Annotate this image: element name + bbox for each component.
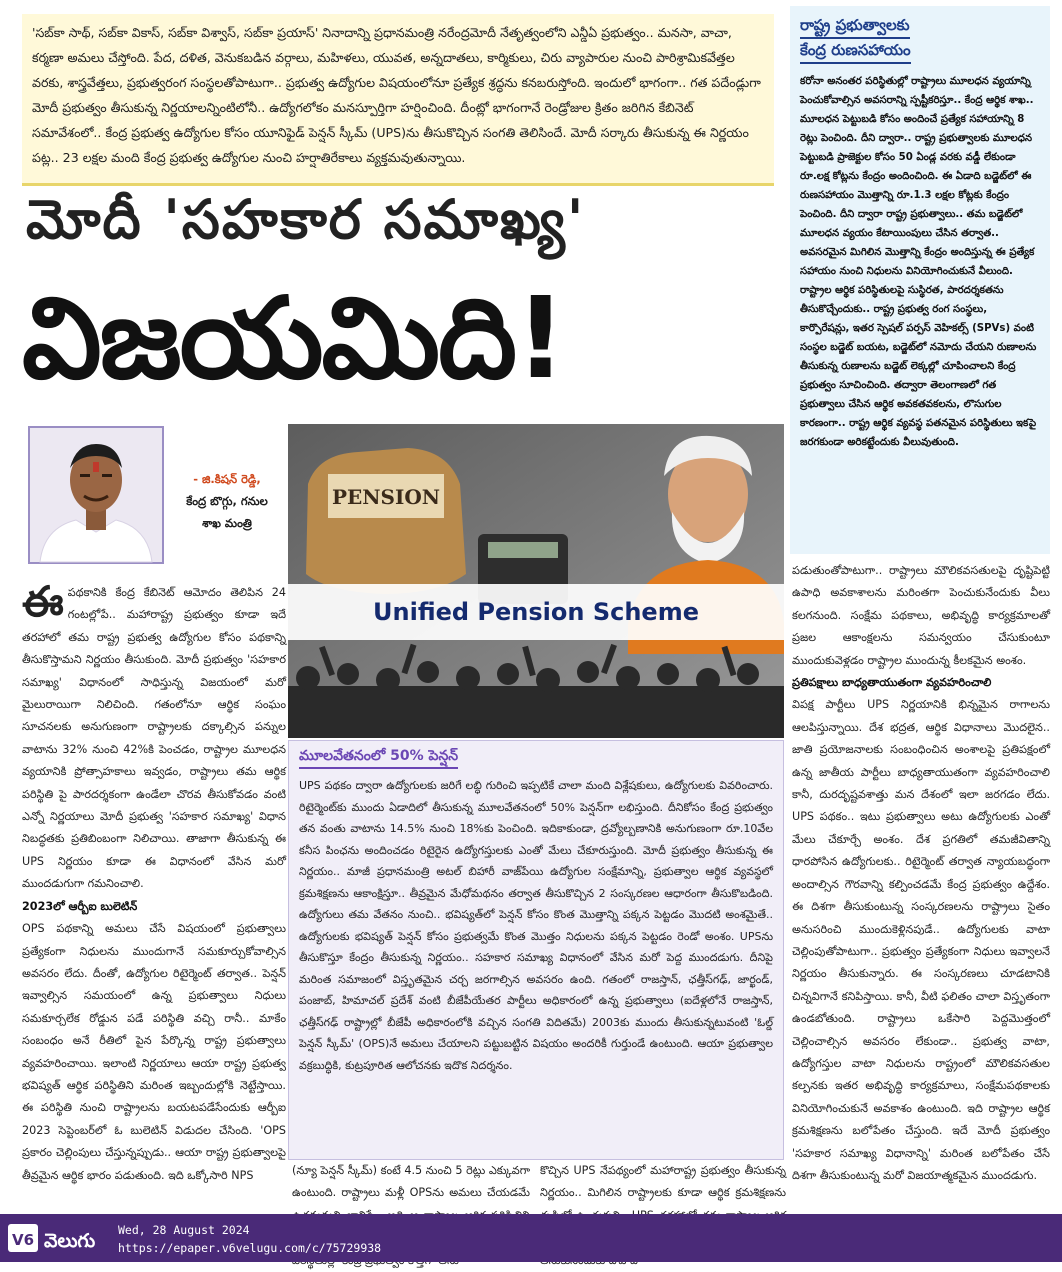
publication-date: Wed, 28 August 2024 [118, 1223, 250, 1237]
col1-paragraph-1: పథకానికి కేంద్ర కేబినెట్ ఆమోదం తెలిపిన 24 గంటల్లోపే.. మహారాష్ట్ర ప్రభుత్వం కూడా ఇదే తరహాలో తమ రాష్ట్ర ప్రభుత్వ ఉద్యోగుల కోసం పథకాన్ని తీసుకొస్తామని నిర్ణయం తీసుకుంది. మోదీ ప్రభుత్వం 'సహకార సమాఖ్య' విధానంలో సాధిస్తున్న విజయంలో మరో మైలురాయిగా నిలిచింది. గతంలోనూ ఆర్థిక సంఘం సూచనలకు అనుగుణంగా రాష్ట్రాలకు దక్కాల్సిన పన్నుల వాటాను 32% నుంచి 42%కి పెంచడం, రాష్ట్రాల మూలధన వ్యయానికి ప్రోత్సాహకాలు ఇవ్వడం, రాష్ట్రాలు తమ ఆర్థిక పరిస్థితి పై పారదర్శకంగా ఉండేలా చొరవ తీసుకోవడం వంటి ఎన్నో నిర్ణయాలు మోదీ ప్రభుత్వ 'సహకార సమాఖ్య' విధాన నిబద్ధతకు ప్రతిబింబంగా నిలిచాయి. తాజాగా తీసుకున్న ఈ UPS నిర్ణయం కూడా ఈ విధానంలో వేసిన మరో ముందడుగుగా గమనించాలి. [22, 586, 286, 891]
logo-velugu-text: వెలుగు [44, 1230, 96, 1252]
author-designation-line2: శాఖ మంత్రి [202, 516, 252, 530]
headline-line2: విజయమిది! [22, 274, 565, 404]
intro-summary [22, 14, 774, 186]
article-column-2a: (న్యూ పెన్షన్ స్కీమ్) కంటే 4.5 నుంచి 5 రెట్లు ఎక్కువగా ఉంటుంది. రాష్ట్రాలు మళ్లీ OPSను అమలు చేయడమే [292, 1164, 530, 1200]
sidebar-states-loan-assistance [790, 6, 1050, 554]
box-50-percent-pension [288, 740, 784, 1160]
box-heading-text: మూలవేతనంలో 50% పెన్షన్ [299, 745, 458, 769]
v6-velugu-logo[interactable] [6, 1218, 118, 1258]
intro-text: 'సబ్‌కా సాథ్‌, సబ్‌కా వికాస్‌, సబ్‌కా విశ్వాస్‌, సబ్‌కా ప్రయాస్‌' నినాదాన్ని ప్రధానమంత్రి నరేంద్రమోదీ నేతృత్వంలోని ఎన్డీఏ ప్రభుత్వం.. మనసా, వాచా, కర్మణా అమలు చేస్తోంది. పేద, దళిత, వెనుకబడిన వర్గాలు, మహిళలు, యువత, అన్నదాతలు, కార్మికులు, చిరు వ్యాపారుల నుంచి పారిశ్రామికవేత్తల వరకు, శాస్త్రవేత్తలు, ప్రభుత్వరంగ సంస్థలతోపాటుగా.. ప్రభుత్వ ఉద్యోగుల విషయంలోనూ ప్రత్యేక శ్రద్ధను కనబరుస్తోంది. ఇందులో భాగంగా.. గత పదేండ్లుగా మోదీ ప్రభుత్వం తీసుకున్న నిర్ణయాలన్నింటిలోనీ.. ఉద్యోగలోకం మనస్పూర్తిగా హర్షించింది. దీంట్లో భాగంగానే రెండ్రోజుల క్రితం జరిగిన కేబినెట్ సమావేశంలో.. కేంద్ర ప్రభుత్వ ఉద్యోగుల కోసం యూనిఫైడ్ పెన్షన్ స్కీమ్ (UPS)ను తీసుకొచ్చిన సంగతి తెలిసిందే. మోదీ సర్కారు తీసుకున్న ఈ నిర్ణయం పట్ల.. 23 లక్షల మంది కేంద్ర ప్రభుత్వ ఉద్యోగుల నుంచి హర్షాతిరేకాలు వ్యక్తమవుతున్నాయి. [32, 25, 761, 165]
author-designation-line1: కేంద్ర బొగ్గు, గనుల [186, 494, 268, 508]
unified-pension-scheme-photo [288, 424, 784, 738]
sidebar-text: కరోనా అనంతర పరిస్థితుల్లో రాష్ట్రాలు మూలధన వ్యయాన్ని పెంచుకోవాల్సిన అవసరాన్ని స్పష్టీకరిస్తూ.. కేంద్ర ఆర్థిక శాఖ.. మూలధన పెట్టుబడి కోసం అందించే ప్రత్యేక సహాయాన్ని 8 రెట్లు పెంచింది. దీని ద్వారా.. రాష్ట్ర ప్రభుత్వాలకు మూలధన పెట్టుబడి ప్రాజెక్టుల కోసం 50 ఏండ్ల వరకు వడ్డీ లేకుండా రూ.లక్ష కోట్లను కేంద్రం అందించింది. ఈ ఏడాది బడ్జెట్‌లో ఈ రుణసహాయం మొత్తాన్ని రూ.1.3 లక్షల కోట్లకు కేంద్రం పెంచింది. దీని ద్వారా రాష్ట్ర ప్రభుత్వాలు.. తమ బడ్జెట్‌లో మూలధన వ్యయం కేటాయింపులు చేసిన తర్వాత.. అవసరమైన మిగిలిన మొత్తాన్ని కేంద్రం అందిస్తున్న ఈ ప్రత్యేక సహాయం నుంచి నిధులను వినియోగించుకునే వీలుంది. రాష్ట్రాల ఆర్థిక పరిస్థితులపై సుస్థిరత, పారదర్శకతను తీసుకొచ్చేందుకు.. రాష్ట్ర ప్రభుత్వ రంగ సంస్థలు, కార్పొరేషన్లు, ఇతర స్పెషల్ పర్పస్ వెహికల్స్ (SPVs) వంటి సంస్థల బడ్జెట్ బయట, బడ్జెట్‌లో నమోదు చేయని రుణాలను తీసుకున్న రుణాలను బడ్జెట్ లెక్కల్లో చూపించాలని కేంద్ర ప్రభుత్వం సూచించింది. తద్వారా తెలంగాణలో గత ప్రభుత్వాలు చేసిన ఆర్థిక అవకతవకలను, లొసుగుల కారణంగా.. రాష్ట్ర ఆర్థిక వ్యవస్థ పతనమైన పరిస్థితులు ఇకపై జరగకుండా అరికట్టేందుకు వీలువుతుంది. [800, 76, 1037, 448]
dropcap: ఈ [22, 577, 64, 626]
scheme-banner-text: Unified Pension Scheme [373, 598, 699, 626]
logo-v6-text: V6 [11, 1231, 35, 1249]
col3-subheading: ప్రతిపక్షాలు బాధ్యతాయుతంగా వ్యవహరించాలి [792, 676, 992, 690]
article-column-2b: కొచ్చిన UPS నేపథ్యంలో మహారాష్ట్ర ప్రభుత్వం తీసుకున్న నిర్ణయం.. మిగిలిన రాష్ట్రాలకు కూడా ఆర్థిక క్రమశిక్షణను [540, 1164, 786, 1200]
article-column-1 [22, 577, 286, 1194]
author-portrait-icon [30, 428, 162, 562]
col3-paragraph-1: పడుతుంతోపాటుగా.. రాష్ట్రాలు మౌలికవసతులపై దృష్టిపెట్టి ఉపాధి అవకాశాలను మరింతగా పెంచుకునేందుకు వీలు కలగనుంది. సంక్షేమ పథకాలు, అభివృద్ధి కార్యక్రమాలతో ప్రజల ఆకాంక్షలను సమన్వయం చేసుకుంటూ ముందుకువెళ్లడం రాష్ట్రాల ముందున్న కీలకమైన అంశం. [792, 564, 1050, 667]
author-name: - జి.కిషన్ రెడ్డి, [193, 472, 261, 486]
epaper-url-link[interactable]: https://epaper.v6velugu.com/c/75729938 [118, 1241, 382, 1255]
sidebar-heading-line1: రాష్ట్ర ప్రభుత్వాలకు [800, 14, 910, 39]
byline [168, 468, 286, 534]
headline-line1: మోదీ 'సహకార సమాఖ్య' [26, 187, 586, 251]
sidebar-heading-line2: కేంద్ర రుణసహాయం [800, 39, 911, 64]
box-text: UPS పథకం ద్వారా ఉద్యోగులకు జరిగే లబ్ధి గురించి ఇప్పటికే చాలా మంది విశ్లేషకులు, ఉద్యోగులకు వివరించారు. రిటైర్మెంట్‌కు ముందు ఏడాదిలో తీసుకున్న మూలవేతనంలో 50% పెన్షన్‌గా లభిస్తుంది. దీనికోసం కేంద్ర ప్రభుత్వం తన వంతు వాటాను 14.5% నుంచి 18%కు పెంచింది. ఇదికాకుండా, ద్రవ్యోల్బణానికి అనుగుణంగా రూ.10వేల కనీస పింఛను అందించడం రిటైరైన ఉద్యోగస్తులకు ఎంతో మేలు చేకూరుస్తుంది. మోదీ ప్రభుత్వం తీసుకున్న ఈ నిర్ణయం.. మాజీ ప్రధానమంత్రి అటల్ బిహారీ వాజ్‌పేయి ఉద్యోగుల సంక్షేమాన్ని, ప్రభుత్వాల ఆర్థిక వ్యవస్థలో క్రమశిక్షణను ఆకాంక్షిస్తూ.. తీవ్రమైన మేధోమథనం తర్వాత తీసుకొచ్చిన 2 సంస్కరణల ఆధారంగా తీసుకొబడింది. ఉద్యోగులు తమ వేతనం నుంచి.. భవిష్యత్‌లో పెన్షన్ కోసం కొంత మొత్తాన్ని పక్కన పెట్టడం మొదటి అంశమైతే.. ఉద్యోగులకు భవిష్యత్ పెన్షన్ కోసం ప్రభుత్వమే కొంత మొత్తం నిధులను పక్కన పెట్టడం రెండో అంశం. UPSను తీసుకొస్తూ కేంద్రం తీసుకున్న నిర్ణయం.. సహకార సమాఖ్య విధానంలో వేసిన మరో పెద్ద ముందడుగు. దీనిపై మరింత సమాజంలో విస్తృతమైన చర్చ జరగాల్సిన అవసరం ఉంది. గతంలో రాజస్తాన్, ఛత్తీస్‌గఢ్, జార్ఖండ్, పంజాబ్, హిమాచల్ ప్రదేశ్ వంటి బీజేపీయేతర పార్టీలు అధికారంలో ఉన్న ప్రభుత్వాలు (ఐదేళ్లలోనే రాజస్తాన్, ఛత్తీస్‌గఢ్ రాష్ట్రాల్లో బీజేపీ అధికారంలోకి వచ్చిన సంగతి విదితమే) 2003కు ముందు తీసుకున్నటువంటి 'ఓల్డ్ పెన్షన్ స్కీమ్' (OPS)నే అమలు చేయాలని పట్టుబట్టిన విషయం అందరికీ గుర్తుండే ఉంటుంది. ఆయా ప్రభుత్వాల వక్రబుద్ధికి, కుట్రపూరిత ఆలోచనకు ఇదొక నిదర్శనం. [299, 779, 773, 1072]
article-column-3 [792, 560, 1050, 1196]
sidebar-heading [800, 14, 1050, 64]
author-photo [28, 426, 164, 564]
box-heading [299, 745, 783, 769]
v6-logo-icon [6, 1218, 118, 1258]
col1-subheading: 2023లో ఆర్బీఐ బులెటిన్ [22, 899, 138, 913]
sack-label: PENSION [331, 485, 441, 509]
pension-photo-illustration [288, 424, 784, 738]
col3-paragraph-2: విపక్ష పార్టీలు UPS నిర్ణయానికి భిన్నమైన రాగాలను ఆలపిస్తున్నాయి. దేశ భద్రత, ఆర్థిక విధానాలు మొదలైన.. జాతి ప్రయోజనాలకు సంబంధించిన అంశాలపై ప్రతిపక్షంలో ఉన్న జాతీయ పార్టీలు బాధ్యతాయుతంగా వ్యవహరించాలి కానీ, దురదృష్టవశాత్తు మన దేశంలో ఇలా జరగడం లేదు. UPS పథకం.. ఇటు ప్రభుత్వాలు అటు ఉద్యోగులకు ఎంతో మేలు చేకూర్చే అంశం. దేశ ప్రగతిలో తమజీవితాన్ని ధారపోసిన ఉద్యోగులకు.. రిటైర్మెంట్ తర్వాత న్యాయబద్ధంగా అందాల్సిన గౌరవాన్ని కల్పించడమే కేంద్ర ప్రభుత్వం ఉద్దేశం. ఈ దిశగా తీసుకుంటున్న సంస్కరణలను రాష్ట్రాలు సైతం అనుసరించి ముందుకెళ్లినపుడే.. ఉద్యోగులకు వాటా చెల్లింపుతోపాటుగా.. ప్రభుత్వం ప్రత్యేకంగా నిధులు ఇవ్వాలనే నిర్ణయం తీసుకున్నారు. ఈ సంస్కరణలు చూడటానికి చిన్నవిగానే కనిపిస్తాయి. కానీ, వీటి ఫలితం చాలా విస్తృతంగా ఉండబోతుంది. రాష్ట్రాలు ఒకేసారి పెద్దమొత్తంలో చెల్లించాల్సిన అవసరం లేకుండా.. ప్రభుత్వ వాటా, ఉద్యోగస్తుల వాటా నిధులను రాష్ట్రంలో మౌలికవసతుల కల్పనకు ఇతర అభివృద్ధి కార్యక్రమాలు, సంక్షేమపథకాలకు వినియోగించుకునే అవకాశం ఉంటుంది. ఇది రాష్ట్రాల ఆర్థిక క్రమశిక్షణను బలోపేతం చేస్తుంది. ఇదే మోదీ ప్రభుత్వం 'సహకార సమాఖ్య విధానాన్ని' మరింత బలోపేతం చేసే దిశగా తీసుకుంటున్న మరో విజయాత్మకమైన ముందడుగు. [792, 698, 1050, 1182]
col1-paragraph-2: OPS పథకాన్ని అమలు చేసే విషయంలో ప్రభుత్వాలు ప్రత్యేకంగా నిధులను ముందుగానే సమకూర్చుకోవాల్సిన అవసరం లేదు. దీంతో, ఉద్యోగుల రిటైర్మెంట్ తర్వాత.. పెన్షన్ ఇవ్వాల్సిన సమయంలో ఉన్న ప్రభుత్వాలు నిధులు సమకూర్చలేక రోడ్డున పడే పరిస్థితి వచ్చి రానీ.. మాకేం సంబంధం అనే రీతిలో పైన పేర్కొన్న రాష్ట్ర ప్రభుత్వాలు వ్యవహరించాయి. ఇలాంటి నిర్ణయాలు ఆయా రాష్ట్ర ప్రభుత్వ భవిష్యత్ ఆర్థిక పరిస్థితిని మరింత ఇబ్బందుల్లోకి నెట్టేస్తాయి. ఈ పరిస్థితి నుంచి రాష్ట్రాలను బయటపడేసేందుకు ఆర్బీఐ 2023 సెప్టెంబర్‌లో ఓ బులెటిన్ విడుదల చేసింది. 'OPS ప్రకారం చెల్లింపులు చేస్తున్నప్పుడు.. ఆయా రాష్ట్ర ప్రభుత్వాలపై తీవ్రమైన ఆర్థిక భారం పడుతుంది. ఇది ఒక్కోసారి NPS [22, 922, 286, 1182]
